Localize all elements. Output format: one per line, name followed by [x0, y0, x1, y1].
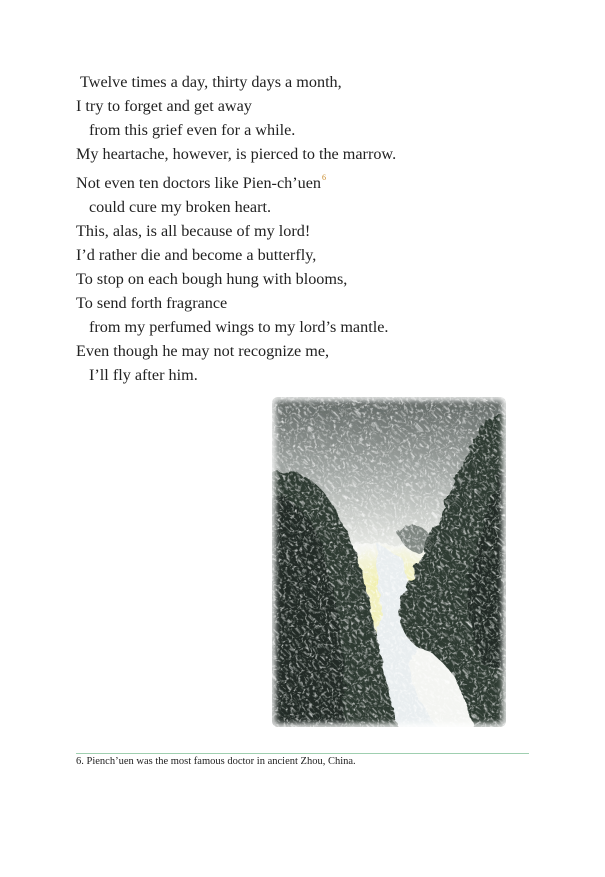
poem-line-1: Twelve times a day, thirty days a month, [80, 73, 342, 91]
poem-line-12: Even though he may not recognize me, [76, 342, 330, 360]
poem-line-4: My heartache, however, is pierced to the marrow. [76, 145, 397, 163]
footnote-divider [76, 753, 529, 754]
poem-line-6: could cure my broken heart. [89, 198, 272, 216]
poem-line-9: To stop on each bough hung with blooms, [76, 270, 348, 288]
poem-line-5-text: Not even ten doctors like Pien-ch’uen [76, 174, 321, 192]
footnote-reference[interactable]: 6 [322, 173, 326, 182]
poem-line-10: To send forth fragrance [76, 294, 228, 312]
poem-line-7: This, alas, is all because of my lord! [76, 222, 311, 240]
poem-line-5 [76, 166, 556, 195]
ink-wash-gorge-painting [268, 394, 510, 730]
poem-line-2: I try to forget and get away [76, 97, 252, 115]
poem-line-8: I’d rather die and become a butterfly, [76, 246, 317, 264]
poem-text [76, 70, 556, 387]
footnote: 6. Pienchʼuen was the most famous doctor in ancient Zhou, China. [76, 756, 356, 767]
poem-line-13: I’ll fly after him. [89, 366, 198, 384]
poem-line-3: from this grief even for a while. [89, 121, 296, 139]
poem-line-11: from my perfumed wings to my lord’s mantle. [89, 318, 389, 336]
